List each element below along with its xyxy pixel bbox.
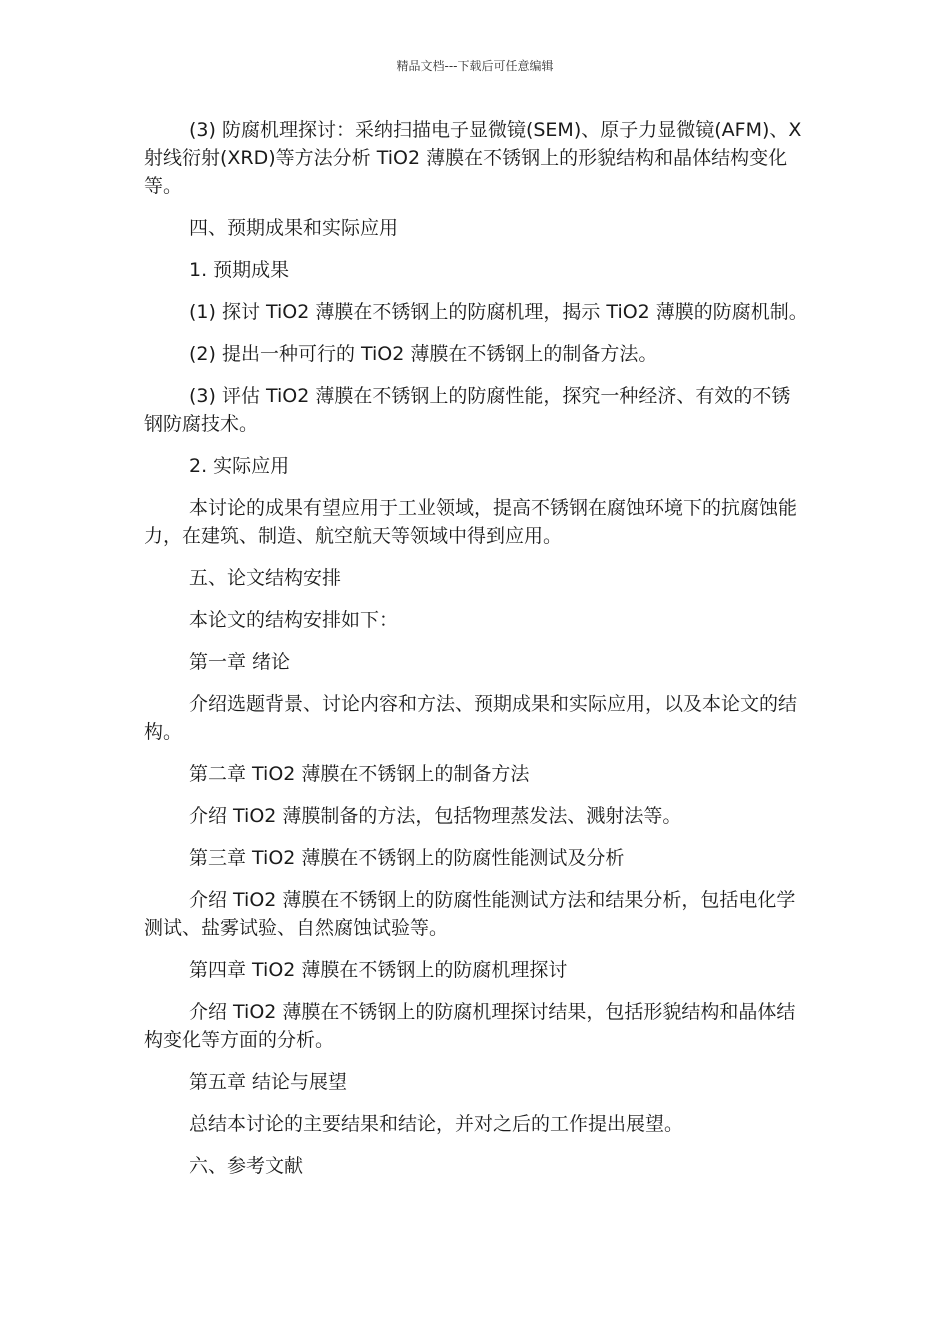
paragraph-expected-1: (1) 探讨 TiO2 薄膜在不锈钢上的防腐机理，揭示 TiO2 薄膜的防腐机制。 <box>189 301 808 323</box>
subheading-expected-results: 1. 预期成果 <box>189 259 290 281</box>
chapter-5-desc: 总结本讨论的主要结果和结论，并对之后的工作提出展望。 <box>189 1113 684 1135</box>
subheading-application: 2. 实际应用 <box>189 455 290 477</box>
paragraph-method-3: (3) 防腐机理探讨：采纳扫描电子显微镜(SEM)、原子力显微镜(AFM)、X 射线衍射(XRD)等方法分析 TiO2 薄膜在不锈钢上的形貌结构和晶体结构变化等。 <box>144 119 802 197</box>
chapter-1-title: 第一章 绪论 <box>189 651 291 673</box>
document-body <box>144 116 808 1194</box>
paragraph-structure-intro: 本论文的结构安排如下： <box>189 609 399 631</box>
section-heading-structure: 五、论文结构安排 <box>189 567 342 589</box>
chapter-3-title: 第三章 TiO2 薄膜在不锈钢上的防腐性能测试及分析 <box>189 847 625 869</box>
chapter-5-title: 第五章 结论与展望 <box>189 1071 348 1093</box>
section-heading-expected-results: 四、预期成果和实际应用 <box>189 217 399 239</box>
chapter-2-desc: 介绍 TiO2 薄膜制备的方法，包括物理蒸发法、溅射法等。 <box>189 805 682 827</box>
page-header: 精品文档---下载后可任意编辑 <box>396 59 554 73</box>
section-heading-references: 六、参考文献 <box>189 1155 304 1177</box>
chapter-2-title: 第二章 TiO2 薄膜在不锈钢上的制备方法 <box>189 763 530 785</box>
chapter-1-desc: 介绍选题背景、讨论内容和方法、预期成果和实际应用，以及本论文的结构。 <box>144 693 798 743</box>
chapter-4-desc: 介绍 TiO2 薄膜在不锈钢上的防腐机理探讨结果，包括形貌结构和晶体结构变化等方面的分析。 <box>144 1001 796 1051</box>
paragraph-expected-2: (2) 提出一种可行的 TiO2 薄膜在不锈钢上的制备方法。 <box>189 343 658 365</box>
chapter-4-title: 第四章 TiO2 薄膜在不锈钢上的防腐机理探讨 <box>189 959 568 981</box>
chapter-3-desc: 介绍 TiO2 薄膜在不锈钢上的防腐性能测试方法和结果分析，包括电化学测试、盐雾试验、自然腐蚀试验等。 <box>144 889 796 939</box>
paragraph-expected-3: (3) 评估 TiO2 薄膜在不锈钢上的防腐性能，探究一种经济、有效的不锈钢防腐技术。 <box>144 385 791 435</box>
paragraph-application: 本讨论的成果有望应用于工业领域，提高不锈钢在腐蚀环境下的抗腐蚀能力，在建筑、制造、航空航天等领域中得到应用。 <box>144 497 798 547</box>
